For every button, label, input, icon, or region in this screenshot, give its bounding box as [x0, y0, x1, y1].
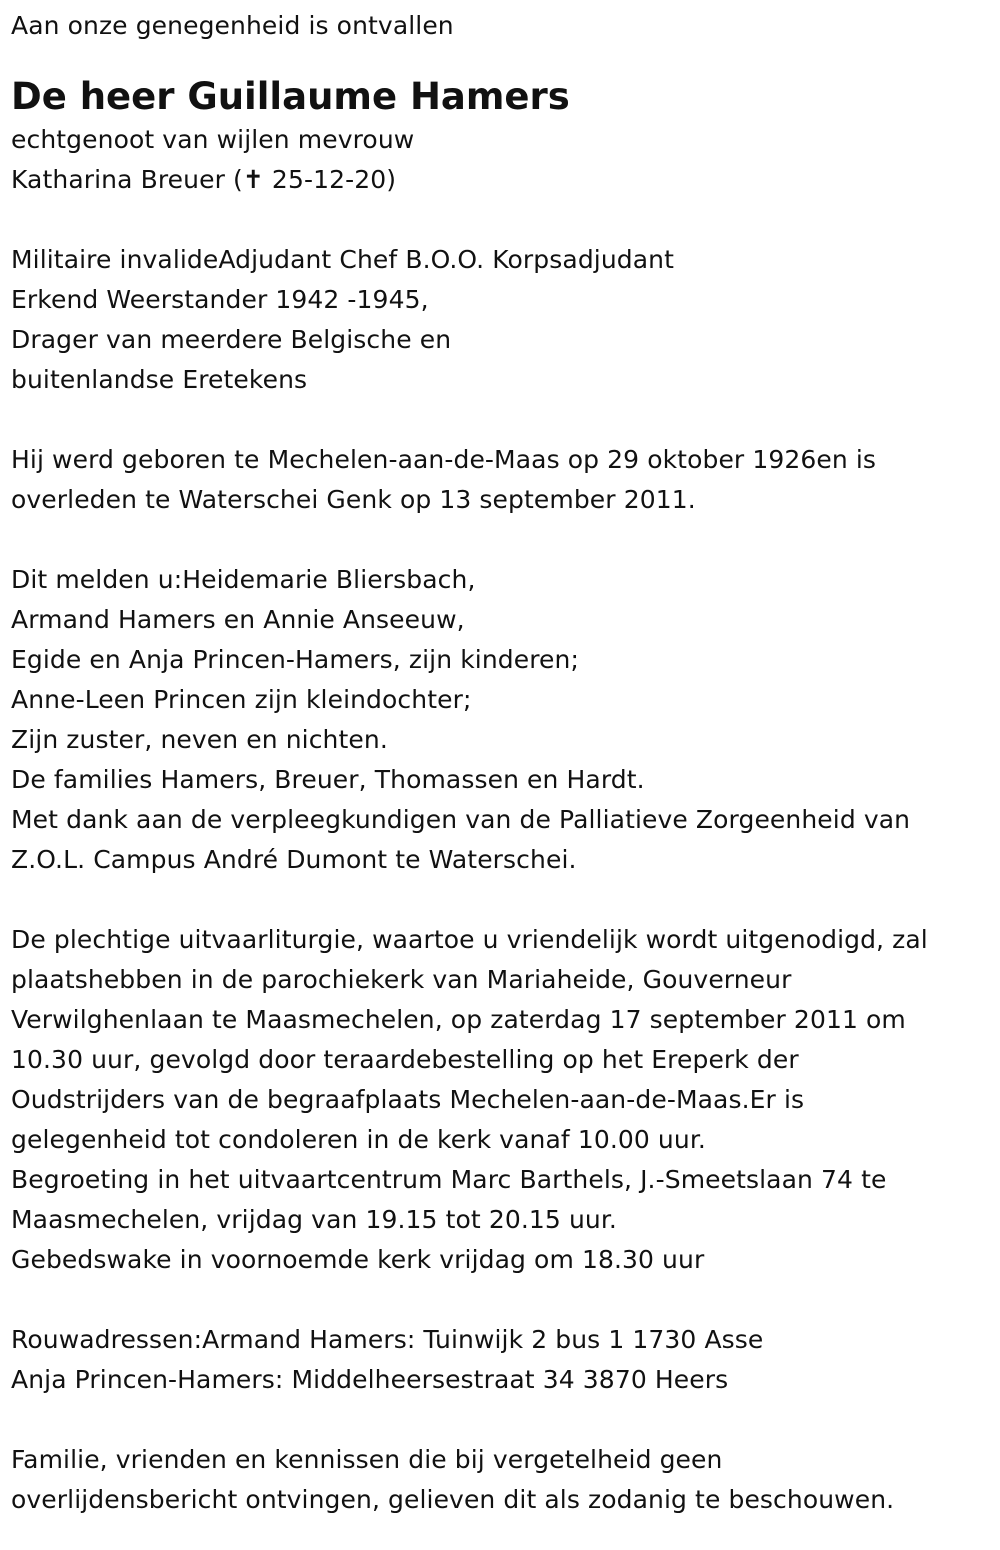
family-line: Armand Hamers en Annie Anseeuw,	[11, 605, 465, 634]
family-line: Egide en Anja Princen-Hamers, zijn kinderen;	[11, 645, 579, 674]
closing-line: overlijdensbericht ontvingen, gelieven dit als zodanig te beschouwen.	[11, 1485, 895, 1514]
paragraph-spacer	[11, 520, 990, 560]
address-line: Anja Princen-Hamers: Middelheersestraat 34 3870 Heers	[11, 1365, 729, 1394]
title-line: Drager van meerdere Belgische en	[11, 325, 452, 354]
closing-line: Familie, vrienden en kennissen die bij vergetelheid geen	[11, 1445, 723, 1474]
paragraph-spacer	[11, 1280, 990, 1320]
family-section	[11, 560, 990, 880]
funeral-section	[11, 920, 990, 1280]
funeral-line: Gebedswake in voornoemde kerk vrijdag om 18.30 uur	[11, 1245, 705, 1274]
intro-line: Aan onze genegenheid is ontvallen	[11, 11, 454, 40]
addresses-section	[11, 1320, 990, 1400]
family-line: Met dank aan de verpleegkundigen van de Palliatieve Zorgeenheid van	[11, 805, 911, 834]
deceased-name: De heer Guillaume Hamers	[11, 75, 570, 118]
family-line: Dit melden u:Heidemarie Bliersbach,	[11, 565, 476, 594]
birth-death-line: Hij werd geboren te Mechelen-aan-de-Maas op 29 oktober 1926en is	[11, 445, 877, 474]
spouse-section	[11, 120, 990, 200]
closing-section	[11, 1440, 990, 1520]
family-line: Anne-Leen Princen zijn kleindochter;	[11, 685, 472, 714]
funeral-line: gelegenheid tot condoleren in de kerk vanaf 10.00 uur.	[11, 1125, 706, 1154]
paragraph-spacer	[11, 200, 990, 240]
funeral-line: De plechtige uitvaarliturgie, waartoe u vriendelijk wordt uitgenodigd, zal	[11, 925, 928, 954]
address-line: Rouwadressen:Armand Hamers: Tuinwijk 2 bus 1 1730 Asse	[11, 1325, 764, 1354]
birth-death-section	[11, 440, 990, 520]
paragraph-spacer	[11, 880, 990, 920]
funeral-line: 10.30 uur, gevolgd door teraardebestelling op het Ereperk der	[11, 1045, 799, 1074]
funeral-line: Oudstrijders van de begraafplaats Mechelen-aan-de-Maas.Er is	[11, 1085, 805, 1114]
funeral-line: plaatshebben in de parochiekerk van Mariaheide, Gouverneur	[11, 965, 792, 994]
funeral-line: Maasmechelen, vrijdag van 19.15 tot 20.15 uur.	[11, 1205, 617, 1234]
spouse-line: echtgenoot van wijlen mevrouw	[11, 125, 415, 154]
title-line: buitenlandse Eretekens	[11, 365, 308, 394]
family-line: Zijn zuster, neven en nichten.	[11, 725, 388, 754]
title-line: Militaire invalideAdjudant Chef B.O.O. Korpsadjudant	[11, 245, 675, 274]
family-line: De families Hamers, Breuer, Thomassen en Hardt.	[11, 765, 645, 794]
birth-death-line: overleden te Waterschei Genk op 13 september 2011.	[11, 485, 696, 514]
title-line: Erkend Weerstander 1942 -1945,	[11, 285, 429, 314]
paragraph-spacer	[11, 400, 990, 440]
titles-section	[11, 240, 990, 400]
spouse-line: Katharina Breuer (✝ 25-12-20)	[11, 165, 397, 194]
funeral-line: Begroeting in het uitvaartcentrum Marc Barthels, J.-Smeetslaan 74 te	[11, 1165, 887, 1194]
paragraph-spacer	[11, 1400, 990, 1440]
family-line: Z.O.L. Campus André Dumont te Waterschei.	[11, 845, 577, 874]
funeral-line: Verwilghenlaan te Maasmechelen, op zaterdag 17 september 2011 om	[11, 1005, 906, 1034]
